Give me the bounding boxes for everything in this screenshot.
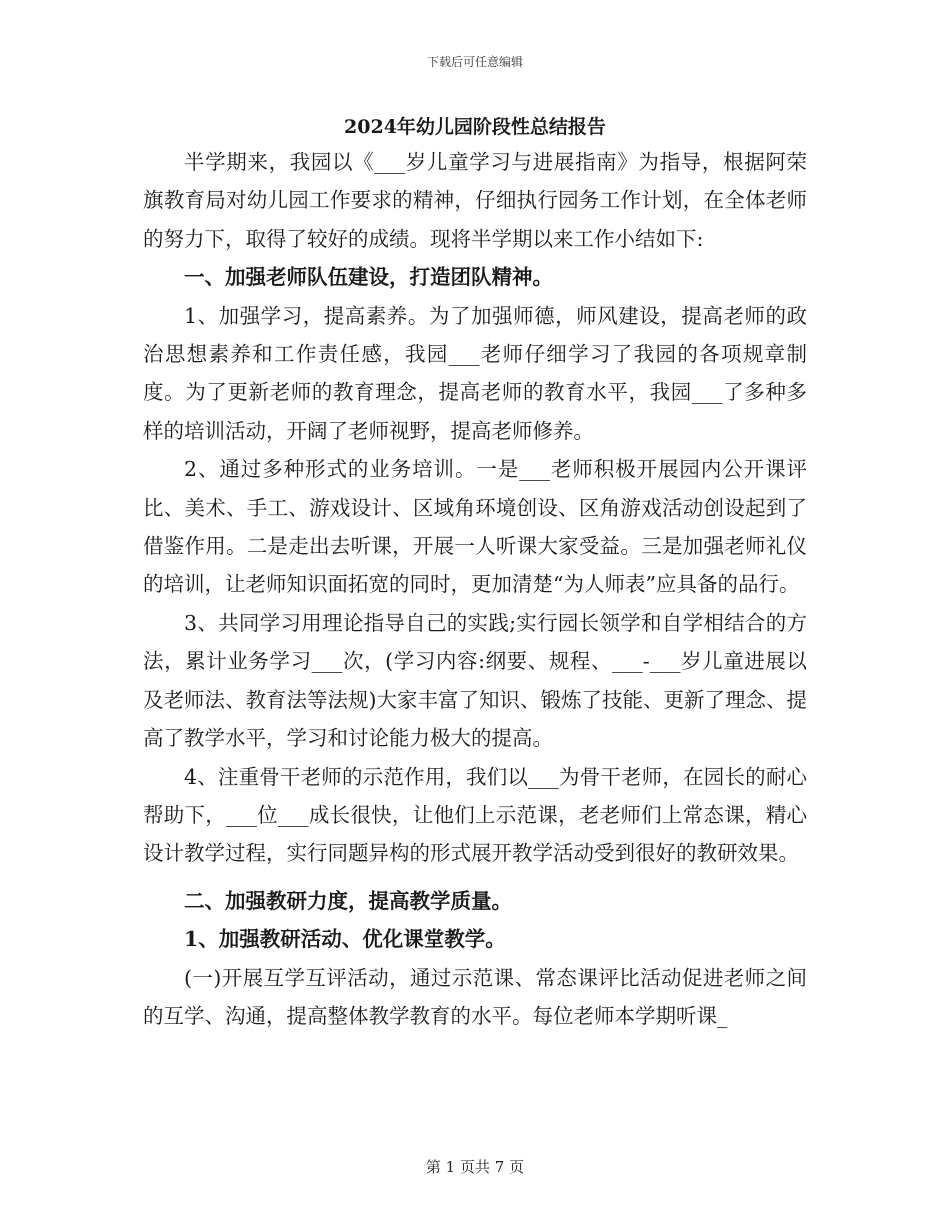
- section-2-paragraph-1: (一)开展互学互评活动，通过示范课、常态课评比活动促进老师之间的互学、沟通，提高整体教学教育的水平。每位老师本学期听课_: [143, 965, 807, 1028]
- section-gap: [143, 873, 807, 882]
- section-2-subheading-1: 1、加强教研活动、优化课堂教学。: [184, 927, 506, 952]
- section-1-paragraph-3: 3、共同学习用理论指导自己的实践;实行园长领学和自学相结合的方法，累计业务学习___次，(学习内容:纲要、规程、___-___岁儿童进展以及老师法、教育法等法规)大家丰富了知识、锻炼了技能、更新了理念、提高了教学水平，学习和讨论能力极大的提高。: [143, 610, 807, 751]
- section-1-paragraph-4: 4、注重骨干老师的示范作用，我们以___为骨干老师，在园长的耐心帮助下，___位___成长很快，让他们上示范课，老老师们上常态课，精心设计教学过程，实行同题异构的形式展开教学活动受到很好的教研效果。: [143, 764, 807, 866]
- section-2-heading: 二、加强教研力度，提高教学质量。: [184, 888, 512, 913]
- section-1-paragraph-2: 2、通过多种形式的业务培训。一是___老师积极开展园内公开课评比、美术、手工、游戏设计、区域角环境创设、区角游戏活动创设起到了借鉴作用。二是走出去听课，开展一人听课大家受益。三是加强老师礼仪的培训，让老师知识面拓宽的同时，更加清楚“为人师表”应具备的品行。: [143, 457, 807, 597]
- document-title: 2024年幼儿园阶段性总结报告: [344, 116, 606, 138]
- section-1-paragraph-1: 1、加强学习，提高素养。为了加强师德，师风建设，提高老师的政治思想素养和工作责任感，我园___老师仔细学习了我园的各项规章制度。为了更新老师的教育理念，提高老师的教育水平，我园___了多种多样的培训活动，开阔了老师视野，提高老师修养。: [143, 303, 807, 443]
- page-header-note: 下载后可任意编辑: [426, 55, 523, 69]
- section-1-heading: 一、加强老师队伍建设，打造团队精神。: [184, 265, 553, 290]
- document-body: [143, 112, 807, 1035]
- page-number: 第 1 页共 7 页: [425, 1158, 525, 1176]
- intro-paragraph: 半学期来，我园以《___岁儿童学习与进展指南》为指导，根据阿荣旗教育局对幼儿园工作要求的精神，仔细执行园务工作计划，在全体老师的努力下，取得了较好的成绩。现将半学期以来工作小结如下:: [143, 150, 807, 251]
